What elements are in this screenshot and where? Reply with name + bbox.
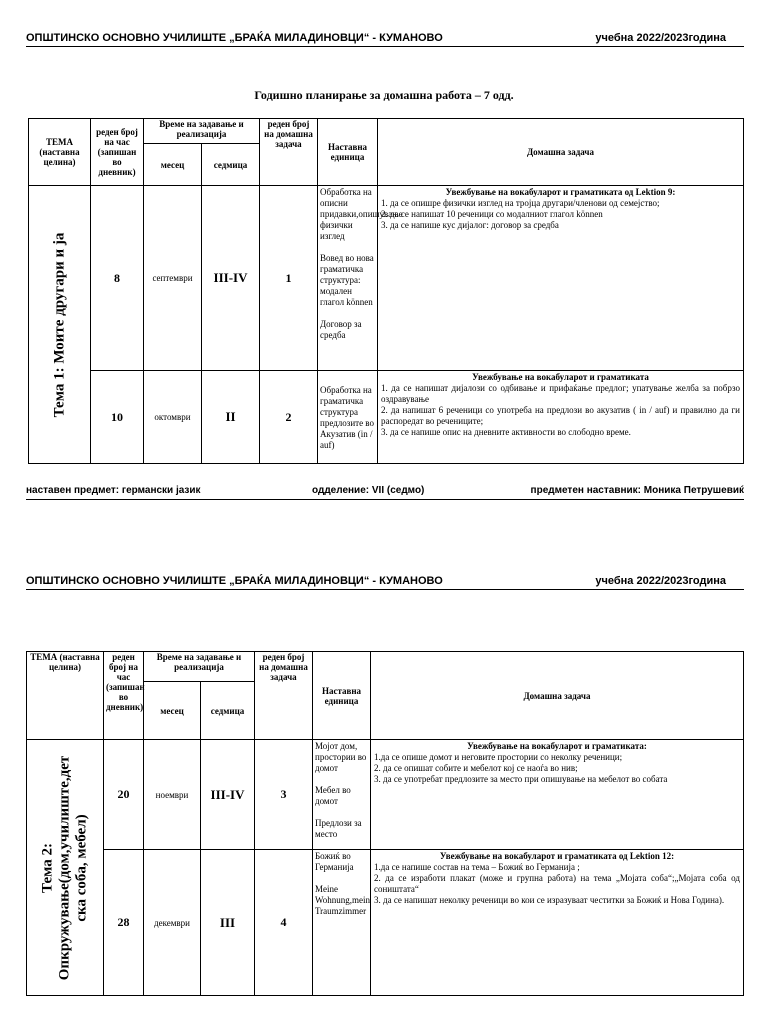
- week: III: [201, 850, 255, 996]
- theme-label: [40, 755, 91, 979]
- page1-footer: [26, 485, 744, 500]
- homework-task: 2. да се напишат 10 реченици со модалниот глагол können: [381, 209, 603, 219]
- col-theme: ТЕМА (наставна целина): [29, 119, 91, 186]
- col-lesson-no: реден број на час (запишан во дневник): [91, 119, 144, 186]
- hw-number: 3: [255, 740, 313, 850]
- col-time: Време на задавање и реализација: [144, 652, 255, 682]
- teaching-unit: [313, 740, 371, 850]
- homework-plan-table-1: [28, 118, 744, 464]
- col-week: седмица: [202, 144, 260, 186]
- school-name: ОПШТИНСКО ОСНОВНО УЧИЛИШТЕ „БРАЌА МИЛАДИНОВЦИ“ - КУМАНОВО: [26, 575, 443, 587]
- month: декември: [144, 850, 201, 996]
- col-unit: Наставна единица: [313, 652, 371, 740]
- homework-cell: [378, 186, 744, 371]
- col-lesson-no: реден број на час (запишан во дневник): [104, 652, 144, 740]
- hw-number: 1: [260, 186, 318, 371]
- footer-subject: наставен предмет: германски јазик: [26, 485, 201, 496]
- school-name: ОПШТИНСКО ОСНОВНО УЧИЛИШТЕ „БРАЌА МИЛАДИНОВЦИ“ - КУМАНОВО: [26, 32, 443, 44]
- col-hw-no: реден број на домашна задача: [255, 652, 313, 740]
- week: III-IV: [202, 186, 260, 371]
- col-month: месец: [144, 144, 202, 186]
- col-week: седмица: [201, 682, 255, 740]
- theme-line: ска соба, мебел): [73, 813, 90, 922]
- lesson-number: 8: [91, 186, 144, 371]
- teaching-unit: [318, 371, 378, 464]
- col-theme: ТЕМА (наставна целина): [27, 652, 104, 740]
- col-month: месец: [144, 682, 201, 740]
- hw-number: 4: [255, 850, 313, 996]
- homework-task: 2. да напишат 6 реченици со употреба на предлози во акузатив ( in / auf) и правилно да ги распоредат во речениците;: [381, 405, 740, 426]
- homework-task: 3. да се употребат предлозите за место при опишување на мебелот во собата: [374, 774, 668, 784]
- homework-cell: [371, 850, 744, 996]
- footer-teacher: предметен наставник: Моника Петрушевиќ: [530, 485, 744, 496]
- homework-cell: [378, 371, 744, 464]
- theme-line: Тема 2:: [39, 842, 56, 893]
- homework-task: 2. да се опишат собите и мебелот кој се наоѓа во нив;: [374, 763, 578, 773]
- col-homework: Домашна задача: [371, 652, 744, 740]
- lesson-number: 20: [104, 740, 144, 850]
- school-year: учебна 2022/2023година: [595, 32, 726, 44]
- homework-heading: Увежбување на вокабуларот и граматиката од Lektion 12:: [439, 851, 675, 861]
- col-hw-no: реден број на домашна задача: [260, 119, 318, 186]
- teaching-unit: [313, 850, 371, 996]
- theme-cell: [29, 186, 91, 464]
- unit-line: Предлози за место: [315, 818, 362, 839]
- hw-number: 2: [260, 371, 318, 464]
- col-homework: Домашна задача: [378, 119, 744, 186]
- homework-heading: Увежбување на вокабуларот и граматиката:: [467, 741, 647, 751]
- week: II: [202, 371, 260, 464]
- unit-line: Мојот дом, простории во домот: [315, 741, 367, 773]
- page1-header: [26, 32, 744, 47]
- theme-cell: [27, 740, 104, 996]
- theme-line: Опкружување(дом,училиште,дет: [56, 755, 73, 980]
- unit-line: Договор за средба: [320, 319, 362, 340]
- homework-task: 3. да се напише кус дијалог: договор за средба: [381, 220, 559, 230]
- homework-heading: Увежбување на вокабуларот и граматиката: [472, 372, 649, 382]
- month: ноември: [144, 740, 201, 850]
- homework-cell: [371, 740, 744, 850]
- unit-line: Обработка на граматичка структура предлозите во Акузатив (in / auf): [320, 384, 374, 450]
- month: октомври: [144, 371, 202, 464]
- homework-task: 1. да се опишре физички изглед на тројца другари/членови од семејство;: [381, 198, 660, 208]
- col-unit: Наставна единица: [318, 119, 378, 186]
- homework-task: 1.да се напише состав на тема – Божиќ во Германија ;: [374, 862, 580, 872]
- unit-line: Meine Wohnung,mein Traumzimmer: [315, 884, 371, 916]
- month: септември: [144, 186, 202, 371]
- unit-line: Обработка на описни придавки,опишување физички изглед: [320, 187, 403, 241]
- unit-line: Божиќ во Германија: [315, 851, 354, 872]
- homework-task: 3. да се напишат неколку реченици во кои се изразуваат честитки за Божиќ и Нова Година).: [374, 895, 725, 905]
- homework-task: 3. да се напише опис на дневните активности во слободно време.: [381, 427, 631, 437]
- theme-label: Тема 1: Моите другари и ја: [51, 232, 67, 417]
- page-title: Годишно планирање за домашна работа – 7 одд.: [254, 88, 514, 102]
- unit-line: Вовед во нова граматичка структура: модален глагол können: [320, 253, 374, 307]
- school-year: учебна 2022/2023година: [595, 575, 726, 587]
- week: III-IV: [201, 740, 255, 850]
- col-time: Време на задавање и реализација: [144, 119, 260, 144]
- lesson-number: 10: [91, 371, 144, 464]
- homework-heading: Увежбување на вокабуларот и граматиката од Lektion 9:: [445, 187, 676, 197]
- lesson-number: 28: [104, 850, 144, 996]
- page2-header: [26, 575, 744, 590]
- unit-line: Мебел во домот: [315, 785, 351, 806]
- homework-task: 2. да се изработи плакат (може и групна работа) на тема „Мојата соба“;„Мојата соба од соништата“: [374, 873, 740, 894]
- homework-task: 1.да се опише домот и неговите простории со неколку реченици;: [374, 752, 623, 762]
- homework-task: 1. да се напишат дијалози со одбивање и прифаќање предлог; упатување желба за побрзо оздравување: [381, 383, 740, 404]
- teaching-unit: [318, 186, 403, 371]
- homework-plan-table-2: [26, 651, 744, 996]
- footer-class: одделение: VII (седмо): [312, 485, 425, 496]
